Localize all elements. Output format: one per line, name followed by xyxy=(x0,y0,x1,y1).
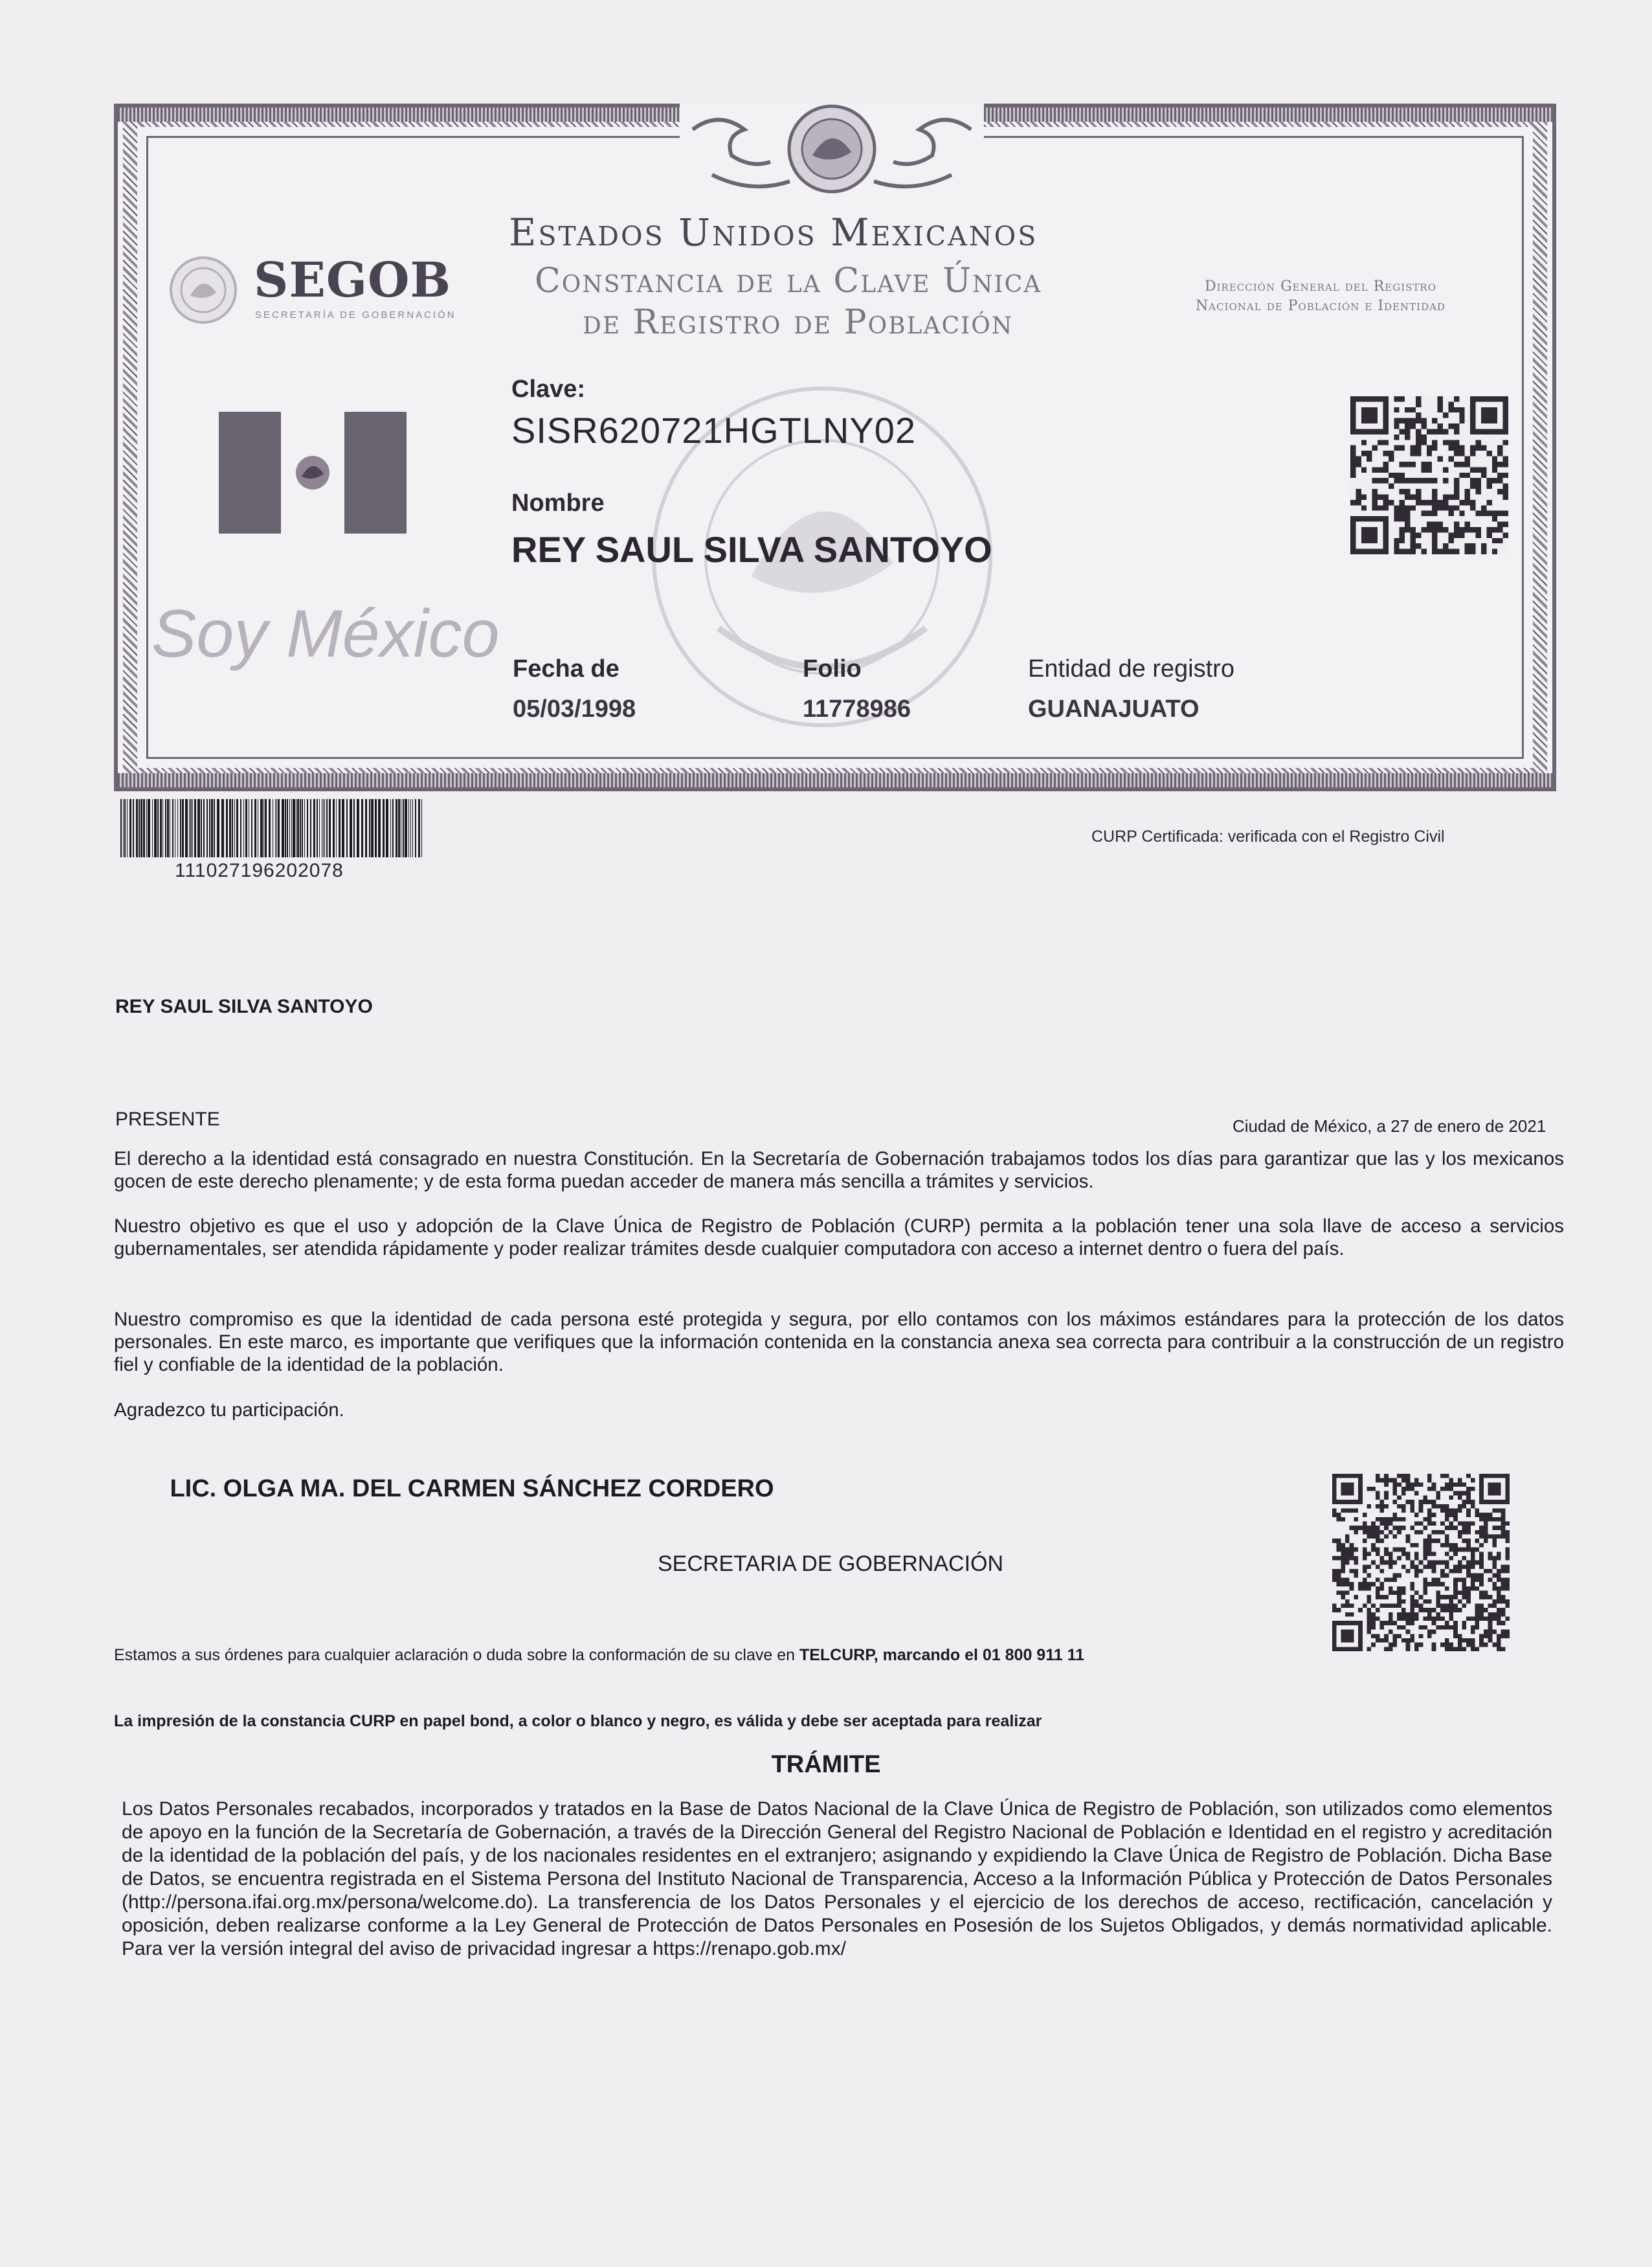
document-title-line1: Constancia de la Clave Única xyxy=(535,262,1042,300)
nombre-label: Nombre xyxy=(511,490,605,517)
qr-code-icon xyxy=(1350,396,1508,554)
national-coat-of-arms-icon xyxy=(680,104,984,207)
contact-phone: TELCURP, marcando el 01 800 911 11 xyxy=(799,1646,1085,1664)
document-title-line2: de Registro de Población xyxy=(583,303,1014,342)
entidad-value: GUANAJUATO xyxy=(1028,695,1200,723)
certificate-bottom-band xyxy=(118,773,1552,787)
letter-city-date: Ciudad de México, a 27 de enero de 2021 xyxy=(1233,1116,1546,1136)
folio-label: Folio xyxy=(803,655,862,682)
contact-line xyxy=(114,1646,1084,1665)
tramite-heading: TRÁMITE xyxy=(771,1751,881,1778)
clave-label: Clave: xyxy=(511,376,586,403)
bond-notice: La impresión de la constancia CURP en papel bond, a color o blanco y negro, es válida y debe ser aceptada para realizar xyxy=(114,1712,1042,1730)
signer-title: SECRETARIA DE GOBERNACIÓN xyxy=(658,1551,1004,1576)
privacy-notice: Los Datos Personales recabados, incorporados y tratados en la Base de Datos Nacional de la Clave Única de Registro de Población, son utilizados como elementos de apoyo en la función de la Secretaría de Gobernación, a través de la Dirección General del Registro Nacional de Población e Identidad en el registro y acreditación de la identidad de la población del país, y de los nacionales residentes en el extranjero; asignando y expidiendo la Clave Única de Registro de Población. Dicha Base de Datos, se encuentra registrada en el Sistema Persona del Instituto Nacional de Transparencia, Acceso a la Información Pública y Protección de Datos Personales (http://persona.ifai.org.mx/persona/welcome.do). La transferencia de los Datos Personales y el ejercicio de los derechos de acceso, rectificación, cancelación y oposición, deben realizarse conforme a la Ley General de Protección de Datos Personales en Posesión de los Sujetos Obligados, y demás normatividad aplicable. Para ver la versión integral del aviso de privacidad ingresar a https://renapo.gob.mx/ xyxy=(122,1798,1552,1959)
folio-value: 11778986 xyxy=(803,695,911,723)
barcode-number: 111027196202078 xyxy=(175,860,344,881)
agency-subtitle: SECRETARÍA DE GOBERNACIÓN xyxy=(255,310,456,321)
fecha-label: Fecha de xyxy=(513,655,620,682)
signer-name: LIC. OLGA MA. DEL CARMEN SÁNCHEZ CORDERO xyxy=(170,1475,774,1502)
letter-paragraph: El derecho a la identidad está consagrado en nuestra Constitución. En la Secretaría de Gobernación trabajamos todos los días para garantizar que las y los mexicanos gocen de este derecho plenamente; y de esta forma puedan acceder de manera más sencilla a trámites y servicios. xyxy=(114,1148,1564,1192)
slogan: Soy México xyxy=(151,596,500,671)
directorate-name: Dirección General del Registro Nacional de Población e Identidad xyxy=(1196,278,1446,314)
country-heading: Estados Unidos Mexicanos xyxy=(509,210,1038,254)
letter-salutation: PRESENTE xyxy=(115,1109,220,1130)
contact-text: Estamos a sus órdenes para cualquier aclaración o duda sobre la conformación de su clave en xyxy=(114,1646,799,1664)
letter-addressee: REY SAUL SILVA SANTOYO xyxy=(115,996,373,1017)
segob-seal-icon xyxy=(168,255,238,325)
nombre-value: REY SAUL SILVA SANTOYO xyxy=(511,529,992,570)
letter-thanks: Agradezco tu participación. xyxy=(114,1399,344,1421)
clave-value: SISR620721HGTLNY02 xyxy=(511,410,917,451)
letter-paragraph: Nuestro compromiso es que la identidad de cada persona esté protegida y segura, por ello contamos con los máximos estándares para la protección de los datos personales. En este marco, es importante que verifiques que la información contenida en la constancia anexa sea correcta para contribuir a la construcción de un registro fiel y confiable de la identidad de la población. xyxy=(114,1309,1564,1375)
curp-certified-note: CURP Certificada: verificada con el Registro Civil xyxy=(1091,828,1445,846)
qr-code-icon xyxy=(1332,1474,1510,1651)
agency-logo-text: SEGOB xyxy=(254,253,452,308)
fecha-value: 05/03/1998 xyxy=(513,695,636,723)
entidad-label: Entidad de registro xyxy=(1028,655,1234,682)
barcode-icon xyxy=(120,799,422,857)
mexican-flag-icon xyxy=(219,412,407,534)
letter-paragraph: Nuestro objetivo es que el uso y adopción de la Clave Única de Registro de Población (CURP) permita a la población tener una sola llave de acceso a servicios gubernamentales, ser atendida rápidamente y poder realizar trámites desde cualquier computadora con acceso a internet dentro o fuera del país. xyxy=(114,1215,1564,1259)
